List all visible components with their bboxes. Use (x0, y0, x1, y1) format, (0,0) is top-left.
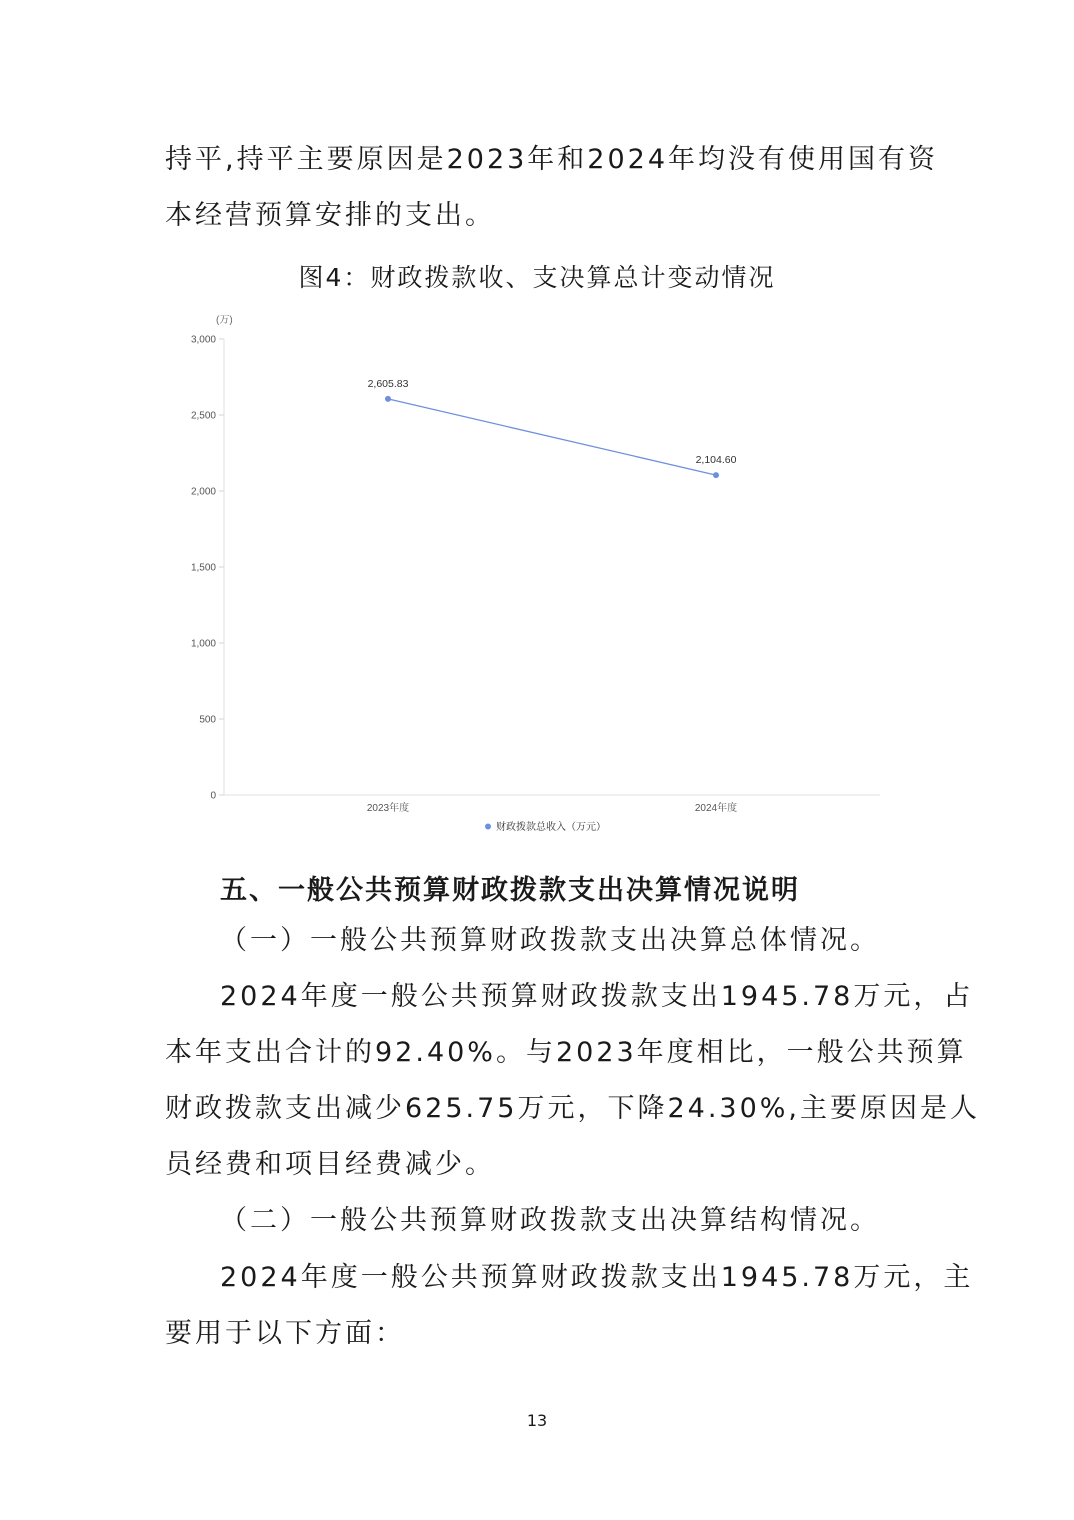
data-label: 2,104.60 (695, 454, 737, 467)
x-tick-label: 2023年度 (366, 803, 410, 814)
paragraph-line: 2024年度一般公共预算财政拨款支出1945.78万元，占 (220, 981, 974, 1012)
series-line (388, 399, 716, 475)
section-heading: 五、一般公共预算财政拨款支出决算情况说明 (220, 875, 800, 906)
paragraph-line: 本经营预算安排的支出。 (165, 200, 495, 231)
y-tick-label: 1,000 (190, 638, 216, 650)
y-tick-label: 500 (199, 714, 216, 726)
line-chart (160, 305, 900, 845)
page-number: 13 (526, 1411, 548, 1430)
paragraph-line: 员经费和项目经费减少。 (165, 1149, 495, 1180)
figure-caption: 图4：财政拨款收、支决算总计变动情况 (298, 263, 776, 292)
y-tick-label: 2,500 (190, 410, 216, 422)
paragraph-line: 要用于以下方面： (165, 1318, 405, 1349)
y-tick-label: 0 (210, 790, 216, 802)
paragraph-line: 财政拨款支出减少625.75万元，下降24.30%,主要原因是人 (165, 1093, 981, 1124)
legend-marker (485, 824, 491, 830)
data-point (385, 396, 391, 402)
data-label: 2,605.83 (367, 377, 409, 390)
legend-label: 财政拨款总收入（万元） (496, 822, 606, 833)
paragraph-line: 持平,持平主要原因是2023年和2024年均没有使用国有资 (165, 144, 939, 175)
paragraph-line: 2024年度一般公共预算财政拨款支出1945.78万元，主 (220, 1262, 974, 1293)
y-tick-label: 1,500 (190, 562, 216, 574)
subsection-heading: （二）一般公共预算财政拨款支出决算结构情况。 (220, 1205, 880, 1236)
subsection-heading: （一）一般公共预算财政拨款支出决算总体情况。 (220, 925, 880, 956)
x-tick-label: 2024年度 (694, 803, 738, 814)
data-point (713, 472, 719, 478)
y-axis-unit-label: (万) (216, 315, 233, 326)
y-tick-label: 2,000 (190, 486, 216, 498)
y-tick-label: 3,000 (190, 334, 216, 346)
paragraph-line: 本年支出合计的92.40%。与2023年度相比，一般公共预算 (165, 1037, 967, 1068)
